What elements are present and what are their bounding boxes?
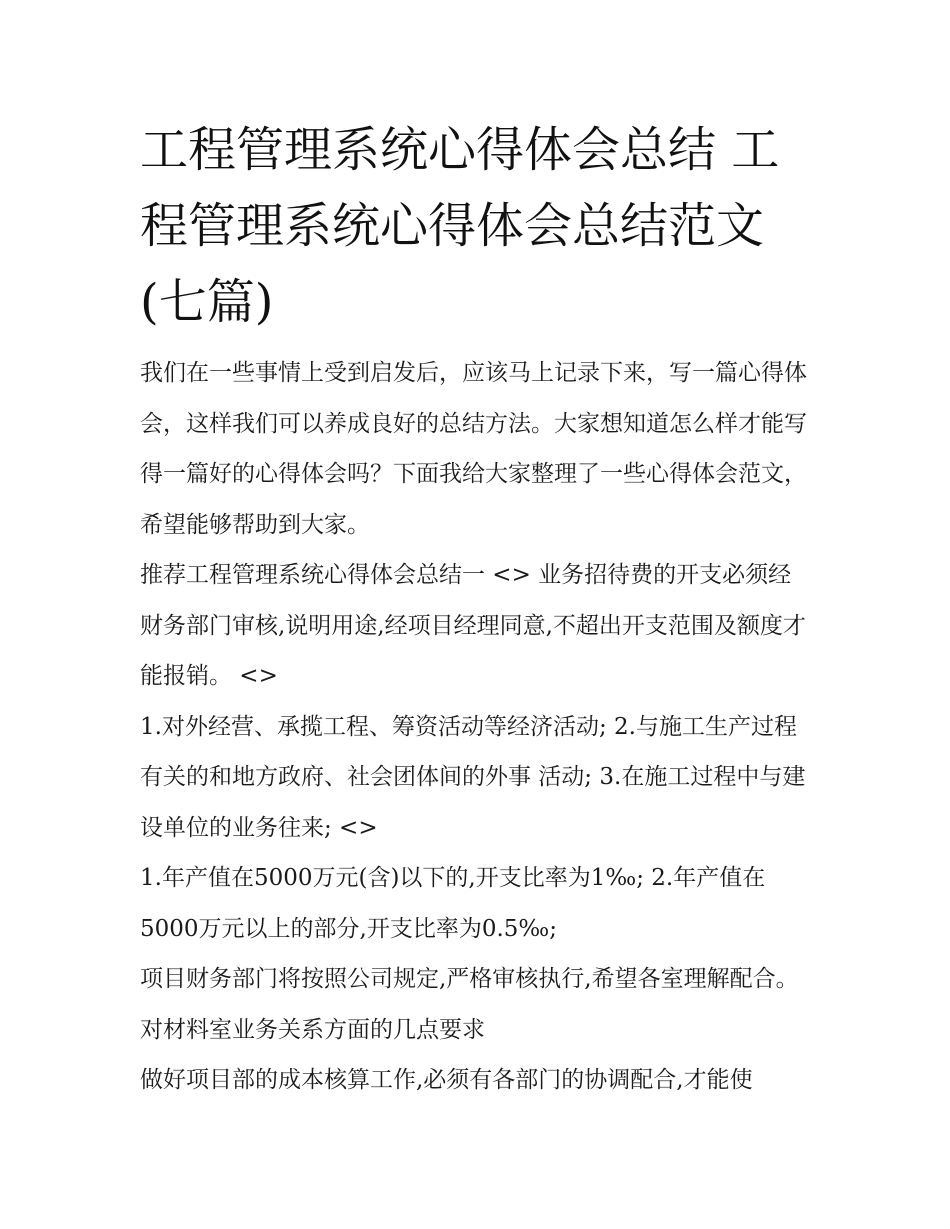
paragraph-finance: 项目财务部门将按照公司规定,严格审核执行,希望各室理解配合。 对材料室业务关系方面的几点要求 bbox=[140, 966, 799, 1043]
paragraph-activities: 1.对外经营、承揽工程、筹资活动等经济活动; 2.与施工生产过程有关的和地方政府、社会团体间的外事 活动; 3.在施工过程中与建设单位的业务往来; <> bbox=[140, 713, 806, 841]
document-title: 工程管理系统心得体会总结 工程管理系统心得体会总结范文(七篇) bbox=[140, 122, 780, 330]
paragraph-intro: 我们在一些事情上受到启发后，应该马上记录下来，写一篇心得体会，这样我们可以养成良好的总结方法。大家想知道怎么样才能写得一篇好的心得体会吗？下面我给大家整理了一些心得体会范文，希望能够帮助到大家。 bbox=[140, 360, 807, 538]
paragraph-recommend: 推荐工程管理系统心得体会总结一 <> 业务招待费的开支必须经财务部门审核,说明用途,经项目经理同意,不超出开支范围及额度才能报销。 <> bbox=[140, 562, 806, 689]
document-content bbox=[140, 112, 812, 1106]
paragraph-ratios: 1.年产值在5000万元(含)以下的,开支比率为1‰; 2.年产值在5000万元以上的部分,开支比率为0.5‰; bbox=[140, 865, 766, 942]
paragraph-cost: 做好项目部的成本核算工作,必须有各部门的协调配合,才能使 bbox=[140, 1067, 753, 1093]
